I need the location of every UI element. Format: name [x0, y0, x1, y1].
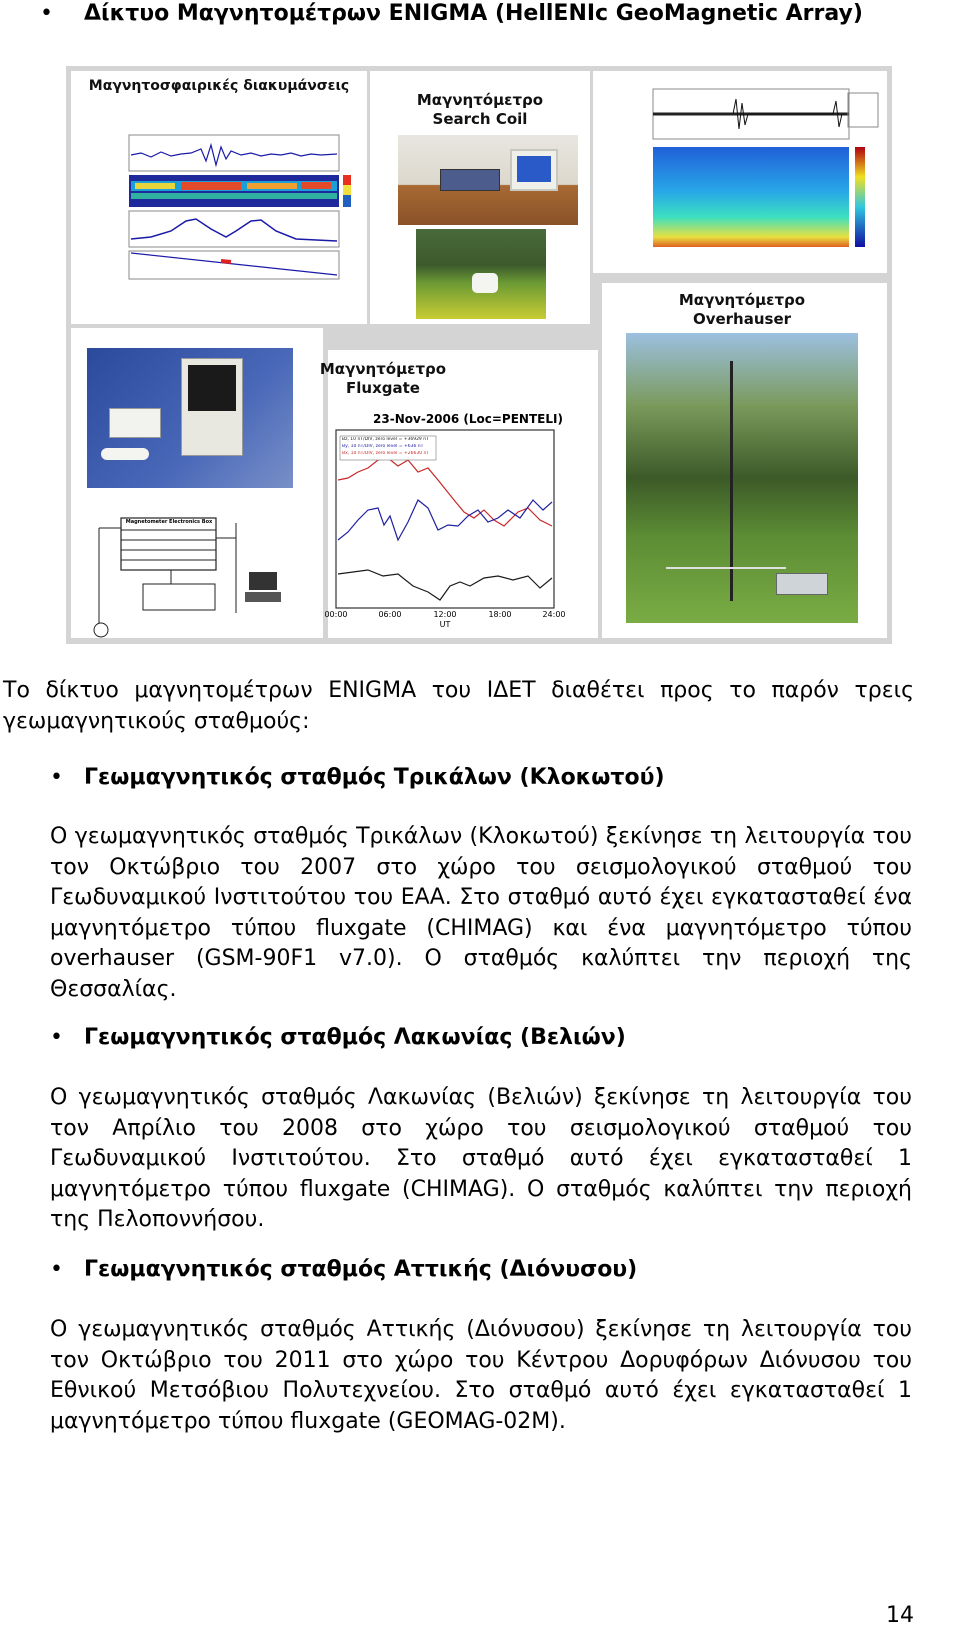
station-2-bullet: • [50, 1025, 63, 1050]
field-sensor-photo [416, 229, 546, 319]
station-3-bullet: • [50, 1257, 63, 1282]
spectrogram-plot [593, 71, 887, 273]
station-2-text: Ο γεωμαγνητικός σταθμός Λακωνίας (Βελιών) ξεκίνησε τη λειτουργία του τον Απρίλιο του 2008 στο χώρο του σεισμολογικού σταθμού του Γεωδυναμικού Ινστιτούτου. Στο σταθμό αυτό έχει εγκατασταθεί 1 μαγνητόμετρο τύπου fluxgate (CHIMAG). Ο σταθμός καλύπτει την περιοχή της Πελοποννήσου. [50, 1085, 912, 1232]
fluxgate-xtick-2: 12:00 [433, 610, 457, 619]
search-coil-panel [370, 71, 590, 324]
station-3-text: Ο γεωμαγνητικός σταθμός Αττικής (Διόνυσου) ξεκίνησε τη λειτουργία του τον Οκτώβριο του 2011 στο χώρο του Κέντρου Δορυφόρων Διόνυσου του Εθνικού Μετσόβιου Πολυτεχνείου. Στο σταθμό αυτό έχει εγκατασταθεί 1 μαγνητόμετρο τύπου fluxgate (GEOMAG-02M). [50, 1317, 912, 1434]
figure-collage [66, 66, 892, 644]
station-1-heading: Γεωμαγνητικός σταθμός Τρικάλων (Κλοκωτού) [84, 765, 665, 790]
page-number: 14 [886, 1603, 914, 1628]
fluxgate-xtick-4: 24:00 [542, 610, 566, 619]
page-title: Δίκτυο Μαγνητομέτρων ENIGMA (HellENIc GeoMagnetic Array) [84, 1, 863, 26]
overhauser-label: Μαγνητόμετρο Overhauser [678, 291, 806, 328]
fluxgate-legend-2: Bx, 10 nT/DIV, zero level = +26630 nT [342, 451, 430, 456]
title-bullet: • [40, 1, 53, 26]
computer-monitor [510, 149, 558, 191]
search-coil-label: Μαγνητόμετρο Search Coil [416, 91, 544, 128]
fluxgate-plot-title: 23-Nov-2006 (Loc=PENTELI) [373, 412, 563, 426]
mast-crossbar [666, 567, 786, 569]
overhauser-panel [602, 283, 887, 638]
equipment-panel [71, 328, 323, 638]
sensor-mast [730, 361, 733, 601]
fluxgate-xtick-0: 00:00 [324, 610, 348, 619]
search-coil-photo [398, 135, 578, 225]
station-2-heading: Γεωμαγνητικός σταθμός Λακωνίας (Βελιών) [84, 1025, 626, 1050]
fluxgate-xtick-3: 18:00 [488, 610, 512, 619]
overhauser-photo [626, 333, 858, 623]
fluxgate-label: Μαγνητόμετρο Fluxgate [319, 360, 447, 397]
block-diagram-title: Magnetometer Electronics Box [125, 519, 213, 525]
block-diagram [71, 328, 323, 638]
electronics-box [440, 169, 500, 191]
sensor-enclosure [472, 273, 498, 293]
fluxgate-panel [319, 350, 598, 638]
intro-paragraph: Το δίκτυο μαγνητομέτρων ENIGMA του ΙΔΕΤ διαθέτει προς το παρόν τρεις γεωμαγνητικούς σταθμούς: [3, 678, 914, 734]
magnetosphere-label: Μαγνητοσφαιρικές διακυμάνσεις [88, 78, 350, 94]
magnetosphere-plots [71, 71, 367, 324]
magnetosphere-panel [71, 71, 367, 324]
fluxgate-plot [328, 350, 598, 638]
fluxgate-legend-1: By, 10 nT/DIV, zero level = +636 nT [342, 444, 424, 449]
station-1-bullet: • [50, 765, 63, 790]
spectrogram-panel [593, 71, 887, 273]
fluxgate-xtick-1: 06:00 [378, 610, 402, 619]
fluxgate-legend-0: Bz, 10 nT/DIV, zero level = +36929 nT [342, 437, 429, 442]
station-1-text: Ο γεωμαγνητικός σταθμός Τρικάλων (Κλοκωτού) ξεκίνησε τη λειτουργία του τον Οκτώβριο του 2007 στο χώρο του σεισμολογικού σταθμού του Γεωδυναμικού Ινστιτούτου του ΕΑΑ. Στο σταθμό αυτό έχει εγκατασταθεί ένα μαγνητόμετρο τύπου fluxgate (CHIMAG) και ένα μαγνητόμετρο τύπου overhauser (GSM-90F1 v7.0). Ο σταθμός καλύπτει την περιοχή της Θεσσαλίας. [50, 824, 912, 1002]
fluxgate-xlabel: UT [439, 620, 451, 629]
station-3-heading: Γεωμαγνητικός σταθμός Αττικής (Διόνυσου) [84, 1257, 638, 1282]
console-box [776, 573, 828, 595]
